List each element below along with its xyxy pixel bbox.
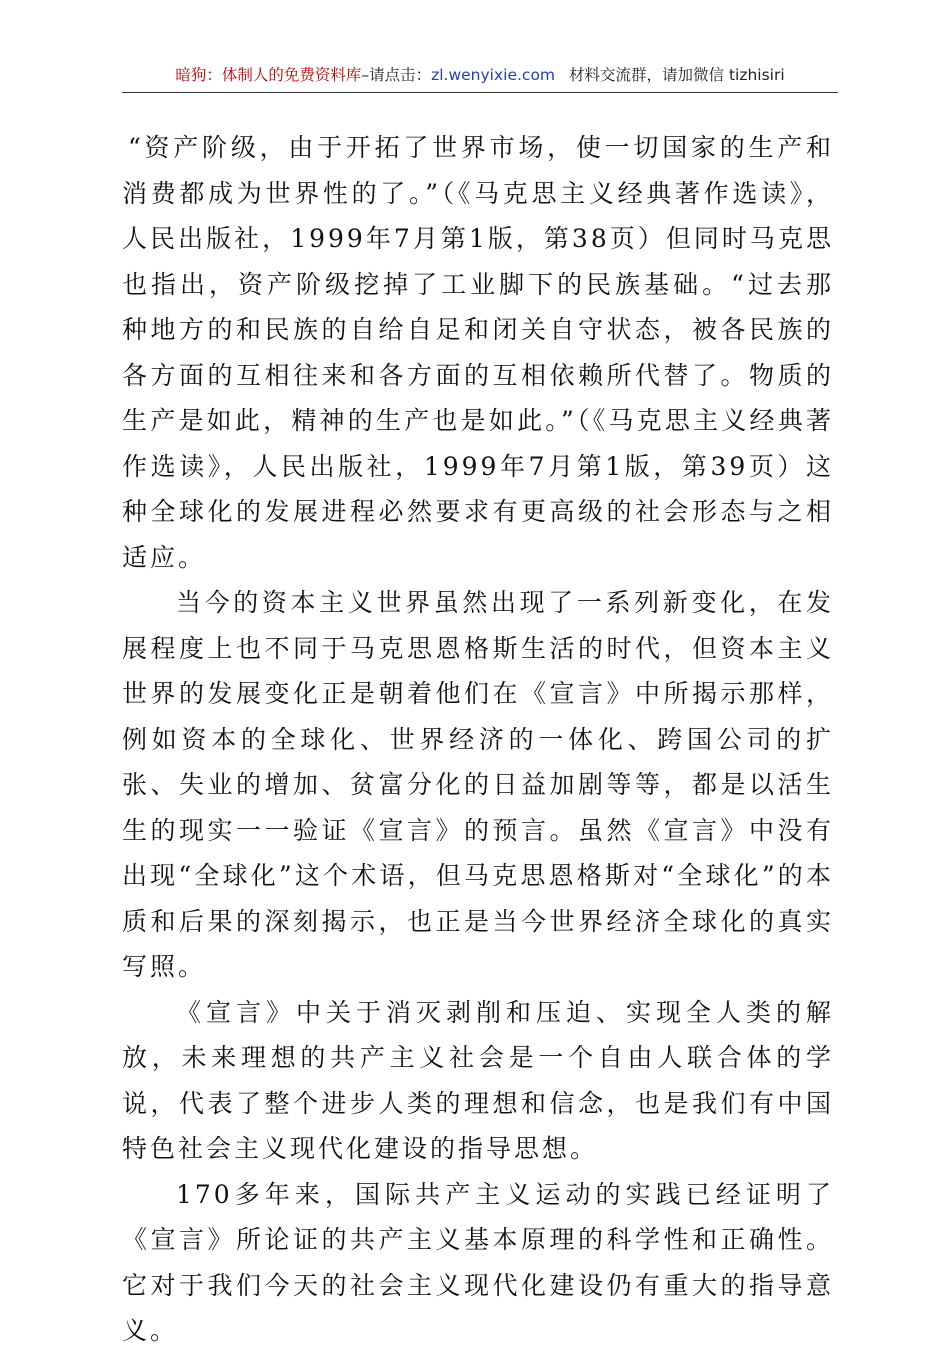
paragraph-4: 170多年来，国际共产主义运动的实践已经证明了《宣言》所论证的共产主义基本原理的科学性和正确性。它对于我们今天的社会主义现代化建设仍有重大的指导意义。	[122, 1179, 834, 1345]
header-brand: 暗狗：体制人的免费资料库	[175, 66, 362, 84]
header-group-note: 材料交流群，请加微信 tizhisiri	[569, 66, 785, 84]
header-url-link[interactable]: zl.wenyixie.com	[431, 66, 556, 84]
paragraph-2: 当今的资本主义世界虽然出现了一系列新变化，在发展程度上也不同于马克思恩格斯生活的时代，但资本主义世界的发展变化正是朝着他们在《宣言》中所揭示那样，例如资本的全球化、世界经济的一体化、跨国公司的扩张、失业的增加、贫富分化的日益加剧等等，都是以活生生的现实一一验证《宣言》的预言。虽然《宣言》中没有出现“全球化”这个术语，但马克思恩格斯对“全球化”的本质和后果的深刻揭示，也正是当今世界经济全球化的真实写照。	[122, 588, 834, 981]
document-body	[122, 125, 834, 1354]
paragraph-3: 《宣言》中关于消灭剥削和压迫、实现全人类的解放，未来理想的共产主义社会是一个自由人联合体的学说，代表了整个进步人类的理想和信念，也是我们有中国特色社会主义现代化建设的指导思想。	[122, 997, 834, 1163]
page-header	[122, 62, 838, 93]
header-click-prompt: –请点击：	[361, 66, 432, 84]
paragraph-1: “资产阶级，由于开拓了世界市场，使一切国家的生产和消费都成为世界性的了。”（《马克思主义经典著作选读》，人民出版社，1999年7月第1版，第38页）但同时马克思也指出，资产阶级挖掉了工业脚下的民族基础。“过去那种地方的和民族的自给自足和闭关自守状态，被各民族的各方面的互相往来和各方面的互相依赖所代替了。物质的生产是如此，精神的生产也是如此。”（《马克思主义经典著作选读》，人民出版社，1999年7月第1版，第39页）这种全球化的发展进程必然要求有更高级的社会形态与之相适应。	[122, 133, 834, 572]
